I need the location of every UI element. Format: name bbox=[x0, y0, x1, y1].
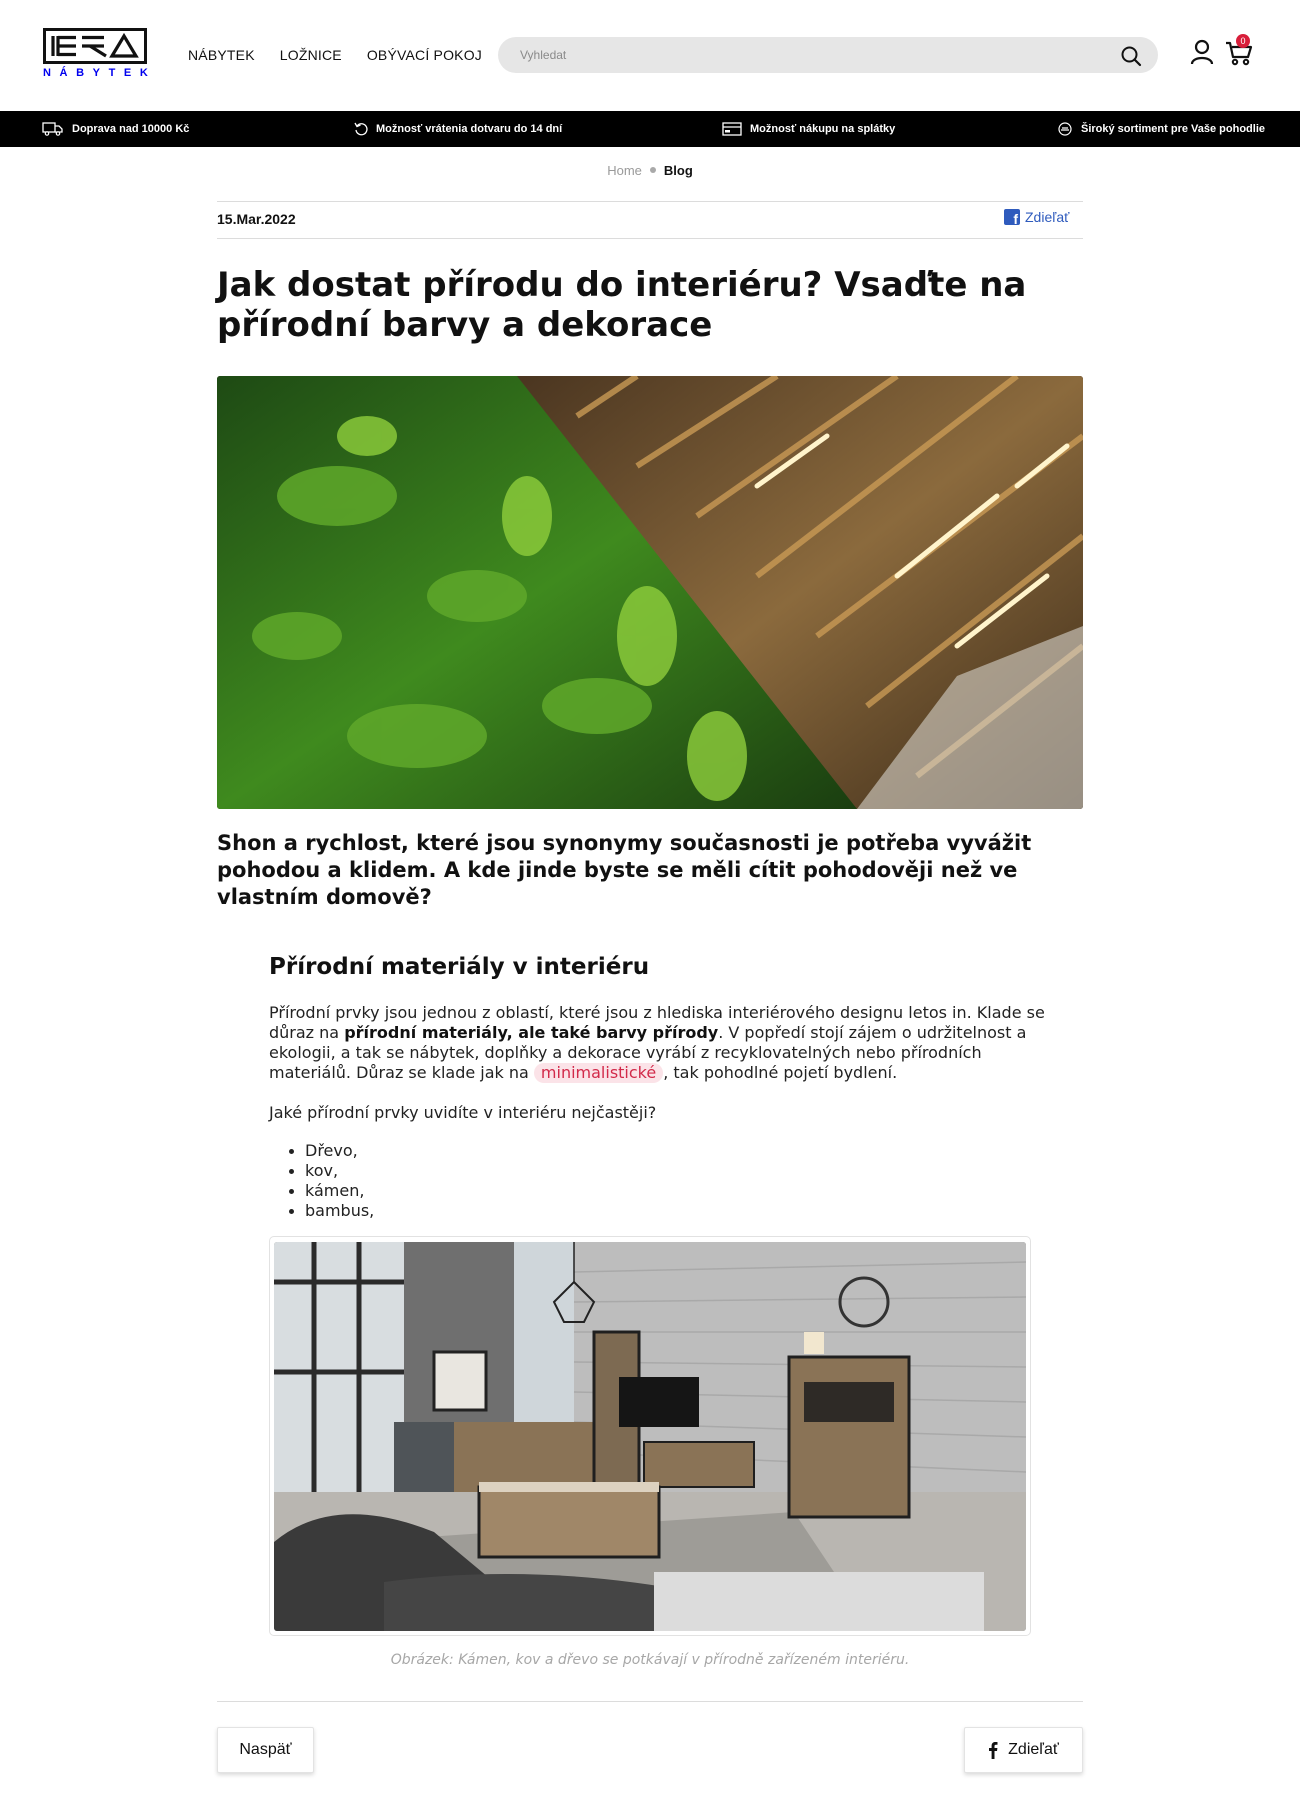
paragraph-text: . V popředí stojí zájem o udržitelnost a ekologii, a tak se nábytek, doplňky a dekorace vyrábí z recyklovatelných nebo přírodních materiálů. Důraz se klade jak na bbox=[269, 1023, 1027, 1082]
nav-item-nabytek[interactable]: NÁBYTEK bbox=[188, 47, 255, 63]
search-icon[interactable] bbox=[1120, 45, 1142, 67]
main-nav bbox=[188, 47, 482, 63]
logo-mark bbox=[43, 28, 147, 64]
user-icon[interactable] bbox=[1190, 39, 1214, 65]
tag-link-minimalisticke[interactable]: minimalistické bbox=[534, 1063, 663, 1083]
benefit-label: Možnosť vrátenia dotvaru do 14 dní bbox=[376, 123, 563, 135]
material-list bbox=[269, 1141, 374, 1221]
benefit-shipping bbox=[42, 111, 189, 147]
article-date: 15.Mar.2022 bbox=[217, 211, 296, 227]
divider bbox=[217, 1701, 1083, 1702]
share-label: Zdieľať bbox=[1025, 209, 1070, 225]
share-link-top[interactable] bbox=[1004, 209, 1069, 225]
nav-item-obyvaci-pokoj[interactable]: OBÝVACÍ POKOJ bbox=[366, 47, 482, 63]
list-item: kov, bbox=[269, 1161, 374, 1181]
facebook-icon bbox=[988, 1741, 998, 1759]
logo-letters-icon bbox=[46, 31, 144, 61]
divider bbox=[217, 238, 1083, 239]
search-bar bbox=[498, 37, 1158, 73]
hero-image-art bbox=[217, 376, 1083, 809]
benefit-return bbox=[354, 111, 562, 147]
facebook-icon: f bbox=[1004, 209, 1020, 225]
breadcrumb bbox=[0, 163, 1300, 178]
article-paragraph bbox=[269, 1003, 1049, 1083]
section-heading: Přírodní materiály v interiéru bbox=[269, 954, 650, 980]
share-button[interactable] bbox=[964, 1727, 1083, 1773]
article-question: Jaké přírodní prvky uvidíte v interiéru nejčastěji? bbox=[269, 1103, 657, 1122]
benefits-bar bbox=[0, 111, 1300, 147]
sofa-icon bbox=[1057, 122, 1073, 136]
breadcrumb-separator bbox=[650, 167, 656, 173]
search-input[interactable] bbox=[520, 37, 1100, 73]
paragraph-text: Přírodní prvky jsou jednou z oblastí, které jsou z hlediska interiérového designu letos in. Klade se důraz na bbox=[269, 1003, 1045, 1042]
logo-subtitle: NÁBYTEK bbox=[43, 67, 157, 79]
logo[interactable] bbox=[43, 28, 157, 80]
return-icon bbox=[354, 122, 368, 136]
card-icon bbox=[722, 122, 742, 136]
article-title: Jak dostat přírodu do interiéru? Vsaďte na přírodní barvy a dekorace bbox=[217, 265, 1027, 345]
breadcrumb-home[interactable]: Home bbox=[607, 163, 642, 178]
benefit-assortment bbox=[1057, 111, 1265, 147]
living-room-illustration bbox=[274, 1242, 1026, 1631]
article-figure-image bbox=[274, 1242, 1026, 1631]
paragraph-text: , tak pohodlné pojetí bydlení. bbox=[663, 1063, 898, 1082]
benefit-installments bbox=[722, 111, 895, 147]
benefit-label: Možnosť nákupu na splátky bbox=[750, 123, 896, 135]
hero-image bbox=[217, 376, 1083, 809]
divider bbox=[217, 201, 1083, 202]
site-header bbox=[0, 0, 1300, 111]
benefit-label: Široký sortiment pre Vaše pohodlie bbox=[1081, 123, 1265, 135]
truck-icon bbox=[42, 122, 64, 136]
list-item: bambus, bbox=[269, 1201, 374, 1221]
benefit-label: Doprava nad 10000 Kč bbox=[72, 123, 190, 135]
figure-caption: Obrázek: Kámen, kov a dřevo se potkávají v přírodně zařízeném interiéru. bbox=[390, 1652, 910, 1668]
nav-item-loznice[interactable]: LOŽNICE bbox=[279, 47, 342, 63]
share-button-label: Zdieľať bbox=[1008, 1741, 1059, 1758]
list-item: Dřevo, bbox=[269, 1141, 374, 1161]
back-button[interactable] bbox=[217, 1727, 314, 1773]
article-lead: Shon a rychlost, které jsou synonymy současnosti je potřeba vyvážit pohodou a klidem. A kde jinde byste se měli cítit pohodověji než ve vlastním domově? bbox=[217, 831, 1032, 909]
back-button-label: Naspäť bbox=[239, 1741, 292, 1758]
breadcrumb-current: Blog bbox=[663, 163, 693, 178]
paragraph-bold: přírodní materiály, ale také barvy přírody bbox=[344, 1023, 719, 1042]
cart-count-badge: 0 bbox=[1236, 34, 1250, 48]
list-item: kámen, bbox=[269, 1181, 374, 1201]
